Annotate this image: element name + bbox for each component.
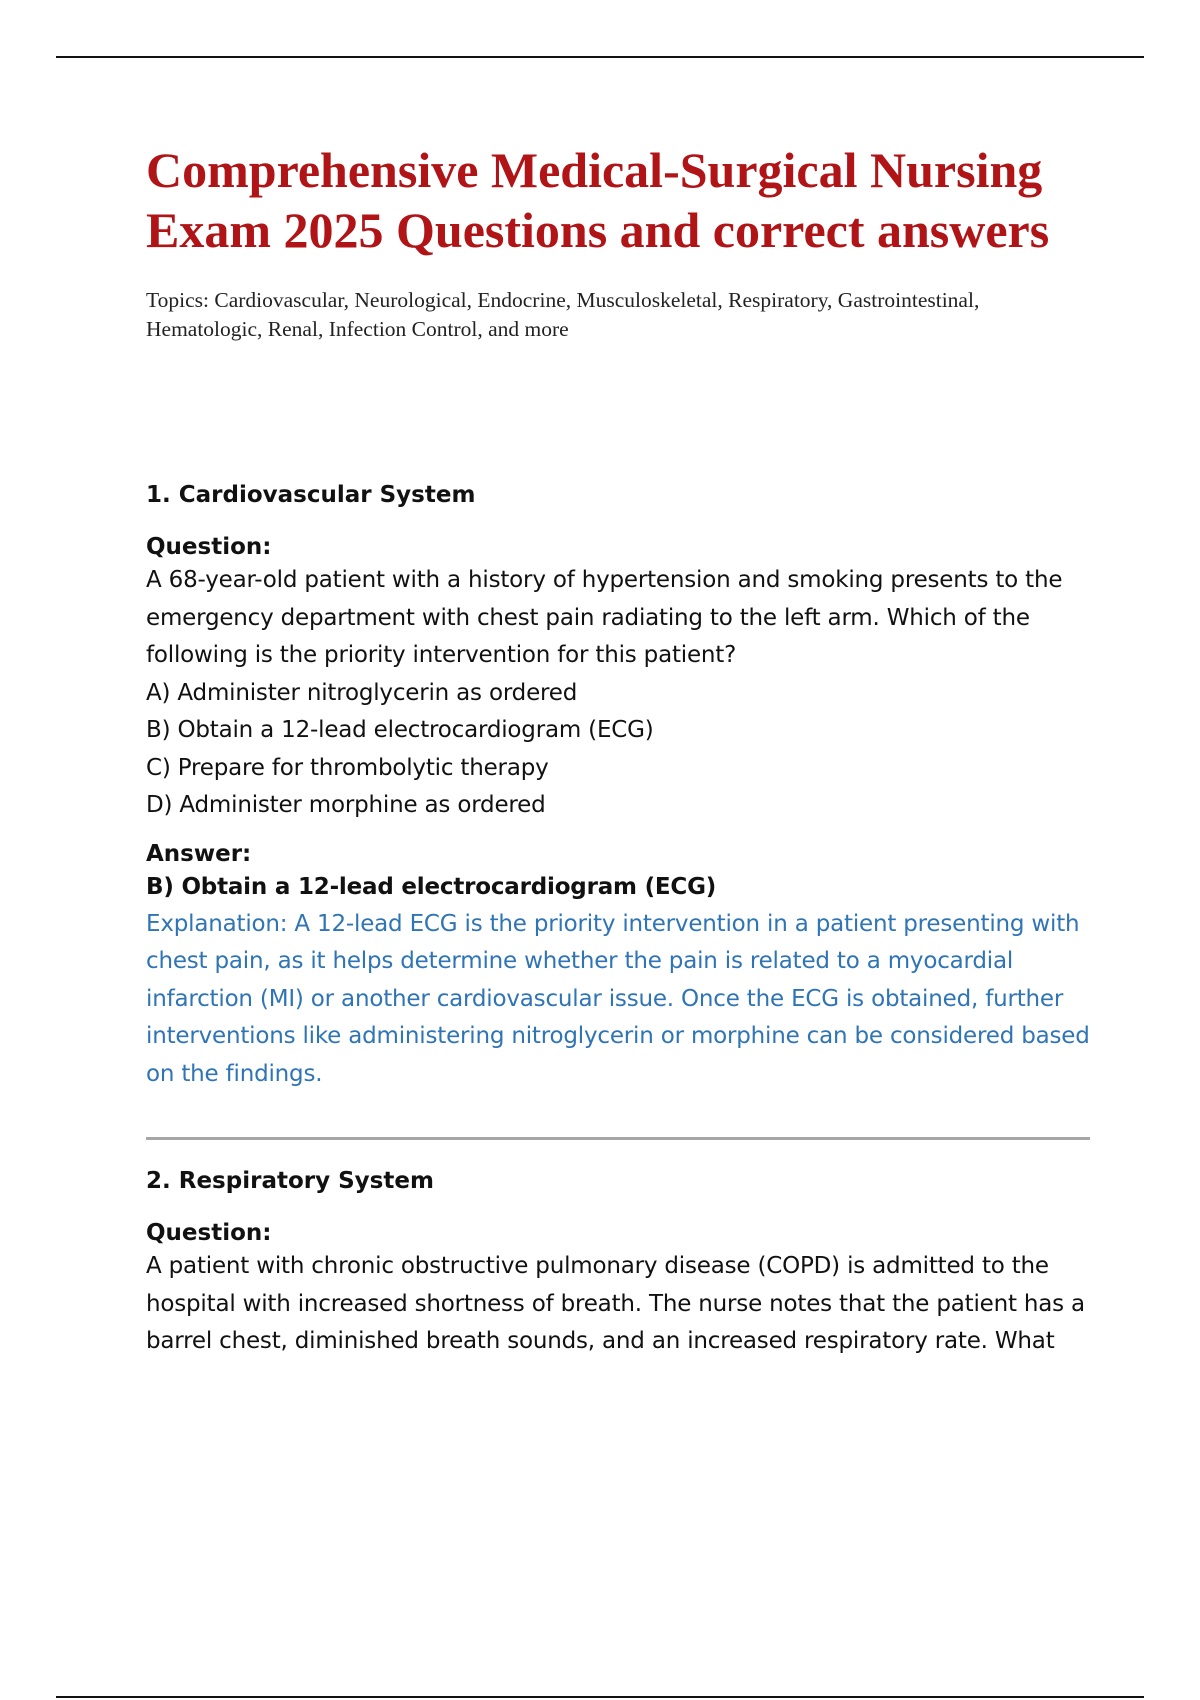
question-label: Question: bbox=[146, 534, 272, 560]
bottom-rule bbox=[56, 1696, 1144, 1698]
question-text: A patient with chronic obstructive pulmonary disease (COPD) is admitted to the hospital with increased shortness of breath. The nurse notes that the patient has a barrel chest, diminished breath sounds, and an increased respiratory rate. What bbox=[146, 1253, 1085, 1354]
document-content bbox=[146, 140, 1096, 1361]
explanation-text: Explanation: A 12-lead ECG is the priority intervention in a patient presenting with chest pain, as it helps determine whether the pain is related to a myocardial infarction (MI) or another cardiovascular issue. Once the ECG is obtained, further interventions like administering nitroglycerin or morphine can be considered based on the findings. bbox=[146, 910, 1090, 1087]
document-title: Comprehensive Medical-Surgical Nursing Exam 2025 Questions and correct answers bbox=[146, 142, 1050, 258]
answer-text: B) Obtain a 12-lead electrocardiogram (ECG) bbox=[146, 873, 717, 900]
option-b: B) Obtain a 12-lead electrocardiogram (ECG) bbox=[146, 717, 654, 743]
question-text: A 68-year-old patient with a history of hypertension and smoking presents to the emergency department with chest pain radiating to the left arm. Which of the following is the priority intervention for this patient? bbox=[146, 567, 1063, 668]
answer-options bbox=[146, 675, 1096, 825]
section-respiratory bbox=[146, 1166, 1096, 1361]
topics-line: Topics: Cardiovascular, Neurological, Endocrine, Musculoskeletal, Respiratory, Gastrointestinal, Hematologic, Renal, Infection Control, and more bbox=[146, 288, 980, 341]
option-a: A) Administer nitroglycerin as ordered bbox=[146, 679, 578, 706]
section-heading: 2. Respiratory System bbox=[146, 1168, 434, 1194]
section-cardiovascular bbox=[146, 480, 1096, 1093]
spacer bbox=[146, 344, 1096, 480]
answer-label: Answer: bbox=[146, 840, 252, 867]
option-d: D) Administer morphine as ordered bbox=[146, 792, 546, 818]
top-rule bbox=[56, 56, 1144, 58]
option-c: C) Prepare for thrombolytic therapy bbox=[146, 754, 549, 781]
section-divider bbox=[146, 1137, 1090, 1140]
section-heading: 1. Cardiovascular System bbox=[146, 482, 476, 508]
question-label: Question: bbox=[146, 1220, 272, 1246]
